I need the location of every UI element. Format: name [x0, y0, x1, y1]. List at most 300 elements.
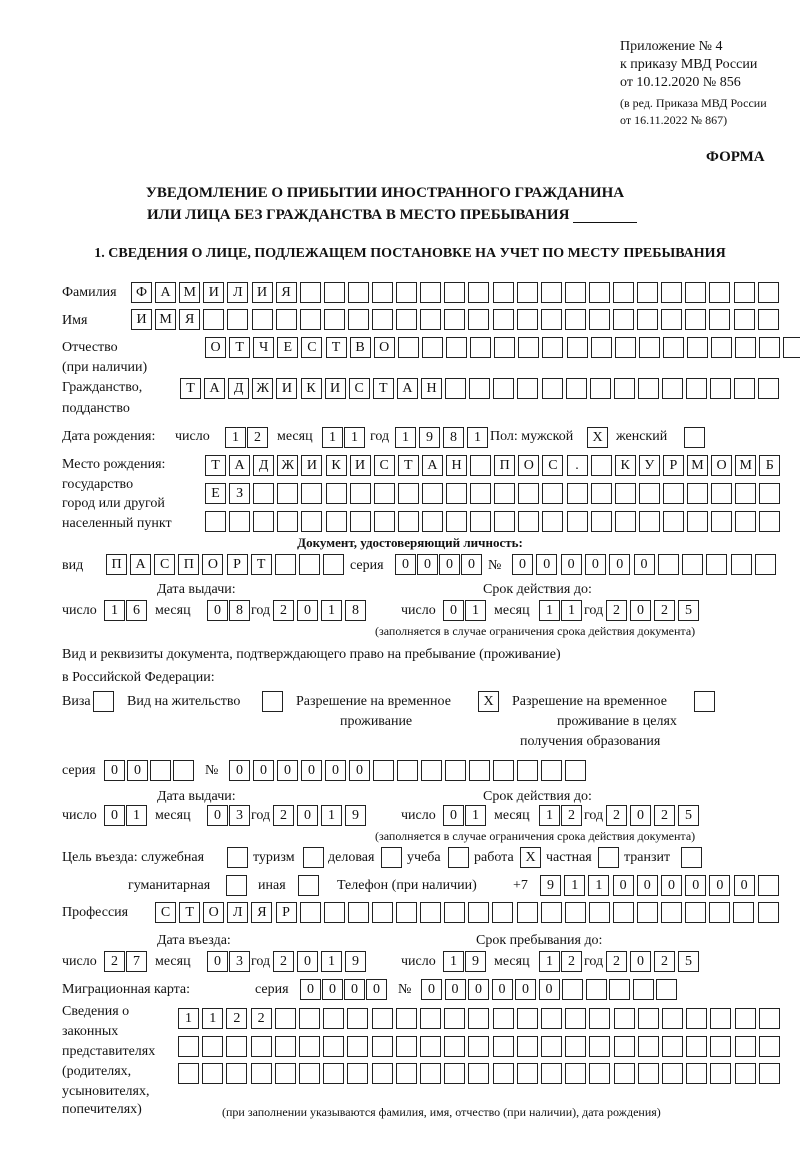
char-cell[interactable]: 1 — [465, 805, 486, 826]
edu-residence-checkbox[interactable] — [694, 691, 715, 712]
char-cell[interactable]: И — [325, 378, 346, 399]
char-cell[interactable] — [323, 1036, 344, 1057]
char-cell[interactable]: 0 — [630, 600, 651, 621]
char-cell[interactable] — [396, 1063, 417, 1084]
char-cell[interactable]: Р — [276, 902, 297, 923]
char-cell[interactable]: М — [687, 455, 708, 476]
char-cell[interactable] — [275, 1008, 296, 1029]
char-cell[interactable]: 1 — [321, 805, 342, 826]
char-cell[interactable]: 2 — [654, 951, 675, 972]
char-cell[interactable]: 2 — [654, 600, 675, 621]
char-cell[interactable]: 1 — [225, 427, 246, 448]
char-cell[interactable]: Т — [251, 554, 272, 575]
char-cell[interactable] — [347, 1036, 368, 1057]
char-cell[interactable]: С — [154, 554, 175, 575]
char-cell[interactable] — [759, 511, 780, 532]
char-cell[interactable]: 0 — [512, 554, 533, 575]
char-cell[interactable]: Н — [421, 378, 442, 399]
char-cell[interactable]: 0 — [613, 875, 634, 896]
char-cell[interactable]: 0 — [630, 951, 651, 972]
char-cell[interactable]: 0 — [325, 760, 346, 781]
char-cell[interactable] — [613, 902, 634, 923]
char-cell[interactable]: 0 — [468, 979, 489, 1000]
char-cell[interactable] — [517, 309, 538, 330]
char-cell[interactable]: П — [494, 455, 515, 476]
char-cell[interactable] — [614, 1036, 635, 1057]
char-cell[interactable]: А — [204, 378, 225, 399]
char-cell[interactable] — [398, 511, 419, 532]
char-cell[interactable]: 0 — [515, 979, 536, 1000]
char-cell[interactable]: 1 — [539, 600, 560, 621]
char-cell[interactable]: Р — [227, 554, 248, 575]
char-cell[interactable] — [350, 483, 371, 504]
char-cell[interactable] — [372, 309, 393, 330]
char-cell[interactable] — [589, 309, 610, 330]
char-cell[interactable] — [639, 337, 660, 358]
char-cell[interactable] — [565, 760, 586, 781]
char-cell[interactable] — [301, 511, 322, 532]
char-cell[interactable]: 0 — [685, 875, 706, 896]
char-cell[interactable] — [733, 902, 754, 923]
purpose-transit-checkbox[interactable] — [681, 847, 702, 868]
char-cell[interactable] — [565, 282, 586, 303]
purpose-private-checkbox[interactable] — [598, 847, 619, 868]
char-cell[interactable] — [758, 378, 779, 399]
char-cell[interactable]: Я — [276, 282, 297, 303]
char-cell[interactable]: 1 — [322, 427, 343, 448]
char-cell[interactable] — [590, 378, 611, 399]
char-cell[interactable]: 2 — [654, 805, 675, 826]
char-cell[interactable] — [663, 511, 684, 532]
char-cell[interactable]: 0 — [661, 875, 682, 896]
char-cell[interactable]: 0 — [630, 805, 651, 826]
char-cell[interactable] — [731, 554, 752, 575]
char-cell[interactable]: К — [326, 455, 347, 476]
char-cell[interactable] — [541, 309, 562, 330]
char-cell[interactable]: Т — [398, 455, 419, 476]
char-cell[interactable]: 0 — [297, 951, 318, 972]
char-cell[interactable]: 0 — [127, 760, 148, 781]
char-cell[interactable] — [470, 455, 491, 476]
char-cell[interactable] — [711, 337, 732, 358]
char-cell[interactable] — [759, 1063, 780, 1084]
char-cell[interactable]: О — [202, 554, 223, 575]
char-cell[interactable] — [420, 1063, 441, 1084]
char-cell[interactable]: 1 — [344, 427, 365, 448]
char-cell[interactable] — [276, 309, 297, 330]
char-cell[interactable] — [253, 511, 274, 532]
char-cell[interactable] — [227, 309, 248, 330]
char-cell[interactable]: 2 — [104, 951, 125, 972]
char-cell[interactable] — [685, 902, 706, 923]
char-cell[interactable] — [639, 483, 660, 504]
char-cell[interactable] — [277, 483, 298, 504]
char-cell[interactable]: Я — [251, 902, 272, 923]
char-cell[interactable] — [541, 1063, 562, 1084]
char-cell[interactable]: 8 — [443, 427, 464, 448]
char-cell[interactable]: 5 — [678, 600, 699, 621]
char-cell[interactable] — [226, 1063, 247, 1084]
char-cell[interactable] — [470, 511, 491, 532]
char-cell[interactable] — [372, 1063, 393, 1084]
char-cell[interactable]: Т — [180, 378, 201, 399]
char-cell[interactable] — [300, 902, 321, 923]
char-cell[interactable] — [614, 1008, 635, 1029]
char-cell[interactable] — [637, 902, 658, 923]
char-cell[interactable] — [565, 1036, 586, 1057]
char-cell[interactable] — [445, 378, 466, 399]
char-cell[interactable] — [542, 483, 563, 504]
char-cell[interactable] — [226, 1036, 247, 1057]
char-cell[interactable]: 1 — [539, 805, 560, 826]
char-cell[interactable] — [663, 337, 684, 358]
char-cell[interactable] — [301, 483, 322, 504]
char-cell[interactable] — [709, 309, 730, 330]
char-cell[interactable] — [373, 760, 394, 781]
char-cell[interactable]: 0 — [322, 979, 343, 1000]
char-cell[interactable]: 1 — [561, 600, 582, 621]
char-cell[interactable] — [469, 760, 490, 781]
char-cell[interactable] — [709, 282, 730, 303]
char-cell[interactable] — [350, 511, 371, 532]
char-cell[interactable]: К — [615, 455, 636, 476]
char-cell[interactable] — [252, 309, 273, 330]
char-cell[interactable] — [565, 1063, 586, 1084]
char-cell[interactable]: А — [130, 554, 151, 575]
char-cell[interactable] — [565, 309, 586, 330]
char-cell[interactable] — [494, 483, 515, 504]
char-cell[interactable] — [591, 455, 612, 476]
char-cell[interactable] — [398, 337, 419, 358]
char-cell[interactable]: О — [374, 337, 395, 358]
char-cell[interactable]: 0 — [443, 600, 464, 621]
char-cell[interactable]: 0 — [253, 760, 274, 781]
char-cell[interactable]: 0 — [443, 805, 464, 826]
char-cell[interactable] — [517, 1036, 538, 1057]
char-cell[interactable] — [758, 282, 779, 303]
char-cell[interactable]: Т — [229, 337, 250, 358]
char-cell[interactable]: У — [639, 455, 660, 476]
char-cell[interactable] — [614, 1063, 635, 1084]
char-cell[interactable]: 5 — [678, 805, 699, 826]
char-cell[interactable] — [468, 309, 489, 330]
char-cell[interactable] — [251, 1063, 272, 1084]
char-cell[interactable] — [422, 511, 443, 532]
char-cell[interactable]: Ф — [131, 282, 152, 303]
char-cell[interactable]: 7 — [126, 951, 147, 972]
char-cell[interactable]: 0 — [561, 554, 582, 575]
char-cell[interactable]: 0 — [207, 951, 228, 972]
char-cell[interactable]: 2 — [606, 951, 627, 972]
char-cell[interactable]: 0 — [585, 554, 606, 575]
char-cell[interactable]: Ж — [277, 455, 298, 476]
char-cell[interactable] — [735, 337, 756, 358]
char-cell[interactable]: Т — [179, 902, 200, 923]
char-cell[interactable] — [662, 1036, 683, 1057]
char-cell[interactable] — [299, 1008, 320, 1029]
char-cell[interactable]: И — [276, 378, 297, 399]
char-cell[interactable] — [638, 1008, 659, 1029]
char-cell[interactable]: Д — [253, 455, 274, 476]
char-cell[interactable] — [735, 1063, 756, 1084]
char-cell[interactable]: 9 — [345, 951, 366, 972]
char-cell[interactable]: М — [179, 282, 200, 303]
char-cell[interactable] — [517, 282, 538, 303]
char-cell[interactable] — [150, 760, 171, 781]
char-cell[interactable] — [202, 1063, 223, 1084]
char-cell[interactable] — [348, 902, 369, 923]
char-cell[interactable] — [633, 979, 654, 1000]
char-cell[interactable]: М — [155, 309, 176, 330]
char-cell[interactable]: З — [229, 483, 250, 504]
char-cell[interactable] — [323, 1063, 344, 1084]
char-cell[interactable] — [396, 1036, 417, 1057]
char-cell[interactable]: П — [106, 554, 127, 575]
char-cell[interactable]: 2 — [251, 1008, 272, 1029]
char-cell[interactable] — [420, 902, 441, 923]
char-cell[interactable] — [517, 378, 538, 399]
char-cell[interactable]: Т — [326, 337, 347, 358]
char-cell[interactable] — [420, 1008, 441, 1029]
char-cell[interactable] — [468, 1008, 489, 1029]
char-cell[interactable] — [542, 337, 563, 358]
char-cell[interactable] — [372, 1036, 393, 1057]
char-cell[interactable]: С — [349, 378, 370, 399]
char-cell[interactable]: 2 — [561, 805, 582, 826]
char-cell[interactable]: 0 — [366, 979, 387, 1000]
char-cell[interactable]: И — [252, 282, 273, 303]
char-cell[interactable]: 2 — [561, 951, 582, 972]
char-cell[interactable] — [682, 554, 703, 575]
char-cell[interactable]: 0 — [421, 979, 442, 1000]
char-cell[interactable] — [275, 554, 296, 575]
char-cell[interactable]: 1 — [321, 600, 342, 621]
char-cell[interactable]: 0 — [207, 600, 228, 621]
char-cell[interactable]: О — [203, 902, 224, 923]
char-cell[interactable] — [493, 378, 514, 399]
char-cell[interactable] — [591, 337, 612, 358]
char-cell[interactable] — [734, 282, 755, 303]
char-cell[interactable] — [299, 554, 320, 575]
char-cell[interactable]: 0 — [344, 979, 365, 1000]
char-cell[interactable] — [591, 511, 612, 532]
char-cell[interactable] — [493, 282, 514, 303]
char-cell[interactable] — [783, 337, 800, 358]
char-cell[interactable]: 5 — [678, 951, 699, 972]
char-cell[interactable] — [759, 337, 780, 358]
char-cell[interactable]: 0 — [439, 554, 460, 575]
char-cell[interactable] — [324, 309, 345, 330]
char-cell[interactable] — [445, 760, 466, 781]
char-cell[interactable]: 2 — [273, 600, 294, 621]
char-cell[interactable] — [661, 902, 682, 923]
char-cell[interactable] — [517, 1063, 538, 1084]
char-cell[interactable]: 1 — [588, 875, 609, 896]
char-cell[interactable]: В — [350, 337, 371, 358]
char-cell[interactable] — [277, 511, 298, 532]
char-cell[interactable] — [589, 282, 610, 303]
char-cell[interactable]: О — [205, 337, 226, 358]
char-cell[interactable] — [202, 1036, 223, 1057]
char-cell[interactable] — [324, 902, 345, 923]
char-cell[interactable] — [469, 378, 490, 399]
char-cell[interactable] — [687, 511, 708, 532]
char-cell[interactable] — [658, 554, 679, 575]
char-cell[interactable] — [613, 282, 634, 303]
char-cell[interactable] — [567, 483, 588, 504]
char-cell[interactable]: 9 — [540, 875, 561, 896]
char-cell[interactable] — [711, 483, 732, 504]
char-cell[interactable] — [589, 1063, 610, 1084]
char-cell[interactable]: 3 — [229, 951, 250, 972]
place-blank[interactable] — [573, 208, 637, 223]
char-cell[interactable] — [662, 1063, 683, 1084]
purpose-official-checkbox[interactable] — [227, 847, 248, 868]
char-cell[interactable]: С — [542, 455, 563, 476]
char-cell[interactable] — [396, 309, 417, 330]
char-cell[interactable] — [638, 1036, 659, 1057]
char-cell[interactable] — [589, 1036, 610, 1057]
char-cell[interactable]: 2 — [273, 951, 294, 972]
char-cell[interactable] — [735, 1008, 756, 1029]
char-cell[interactable] — [205, 511, 226, 532]
char-cell[interactable] — [710, 1063, 731, 1084]
char-cell[interactable] — [229, 511, 250, 532]
char-cell[interactable] — [300, 282, 321, 303]
char-cell[interactable]: 0 — [417, 554, 438, 575]
char-cell[interactable]: Л — [227, 902, 248, 923]
char-cell[interactable] — [323, 1008, 344, 1029]
char-cell[interactable] — [178, 1036, 199, 1057]
char-cell[interactable] — [638, 378, 659, 399]
char-cell[interactable] — [759, 1008, 780, 1029]
char-cell[interactable]: 2 — [226, 1008, 247, 1029]
char-cell[interactable] — [173, 760, 194, 781]
char-cell[interactable]: К — [301, 378, 322, 399]
char-cell[interactable] — [347, 1008, 368, 1029]
char-cell[interactable] — [251, 1036, 272, 1057]
char-cell[interactable] — [706, 554, 727, 575]
char-cell[interactable] — [444, 282, 465, 303]
char-cell[interactable]: 0 — [104, 805, 125, 826]
char-cell[interactable] — [421, 760, 442, 781]
char-cell[interactable] — [637, 282, 658, 303]
char-cell[interactable]: 0 — [277, 760, 298, 781]
char-cell[interactable] — [567, 337, 588, 358]
char-cell[interactable] — [541, 760, 562, 781]
char-cell[interactable] — [444, 902, 465, 923]
char-cell[interactable] — [493, 1063, 514, 1084]
char-cell[interactable] — [710, 1008, 731, 1029]
char-cell[interactable] — [589, 1008, 610, 1029]
char-cell[interactable] — [422, 337, 443, 358]
sex-female-checkbox[interactable] — [684, 427, 705, 448]
char-cell[interactable] — [396, 282, 417, 303]
char-cell[interactable] — [444, 1036, 465, 1057]
char-cell[interactable]: 6 — [126, 600, 147, 621]
char-cell[interactable]: 0 — [461, 554, 482, 575]
char-cell[interactable] — [493, 309, 514, 330]
char-cell[interactable]: 1 — [395, 427, 416, 448]
char-cell[interactable]: 0 — [229, 760, 250, 781]
char-cell[interactable] — [518, 483, 539, 504]
char-cell[interactable] — [661, 309, 682, 330]
char-cell[interactable] — [444, 1063, 465, 1084]
char-cell[interactable]: Ж — [252, 378, 273, 399]
char-cell[interactable] — [324, 282, 345, 303]
char-cell[interactable] — [446, 337, 467, 358]
purpose-humanitarian-checkbox[interactable] — [226, 875, 247, 896]
char-cell[interactable] — [759, 1036, 780, 1057]
char-cell[interactable]: М — [735, 455, 756, 476]
char-cell[interactable] — [420, 309, 441, 330]
char-cell[interactable] — [735, 1036, 756, 1057]
char-cell[interactable] — [687, 337, 708, 358]
char-cell[interactable] — [685, 282, 706, 303]
char-cell[interactable] — [542, 511, 563, 532]
char-cell[interactable] — [710, 378, 731, 399]
char-cell[interactable] — [396, 902, 417, 923]
char-cell[interactable] — [492, 902, 513, 923]
char-cell[interactable]: Ч — [253, 337, 274, 358]
char-cell[interactable] — [687, 483, 708, 504]
char-cell[interactable]: 8 — [229, 600, 250, 621]
char-cell[interactable]: 1 — [443, 951, 464, 972]
char-cell[interactable] — [709, 902, 730, 923]
char-cell[interactable]: О — [711, 455, 732, 476]
char-cell[interactable] — [444, 309, 465, 330]
char-cell[interactable]: 3 — [229, 805, 250, 826]
char-cell[interactable]: Я — [179, 309, 200, 330]
char-cell[interactable]: 0 — [207, 805, 228, 826]
char-cell[interactable] — [663, 483, 684, 504]
char-cell[interactable] — [758, 875, 779, 896]
char-cell[interactable]: 1 — [465, 600, 486, 621]
char-cell[interactable]: 0 — [445, 979, 466, 1000]
char-cell[interactable]: 2 — [247, 427, 268, 448]
char-cell[interactable]: 0 — [539, 979, 560, 1000]
char-cell[interactable] — [275, 1063, 296, 1084]
char-cell[interactable]: С — [374, 455, 395, 476]
char-cell[interactable] — [661, 282, 682, 303]
purpose-work-checkbox[interactable]: X — [520, 847, 541, 868]
char-cell[interactable] — [326, 511, 347, 532]
char-cell[interactable] — [686, 1036, 707, 1057]
char-cell[interactable] — [468, 902, 489, 923]
char-cell[interactable] — [397, 760, 418, 781]
char-cell[interactable] — [755, 554, 776, 575]
char-cell[interactable] — [637, 309, 658, 330]
char-cell[interactable] — [565, 902, 586, 923]
char-cell[interactable]: 0 — [297, 805, 318, 826]
char-cell[interactable]: 1 — [467, 427, 488, 448]
char-cell[interactable] — [566, 378, 587, 399]
char-cell[interactable]: С — [301, 337, 322, 358]
char-cell[interactable] — [638, 1063, 659, 1084]
char-cell[interactable]: А — [229, 455, 250, 476]
char-cell[interactable] — [565, 1008, 586, 1029]
char-cell[interactable]: С — [155, 902, 176, 923]
char-cell[interactable]: О — [518, 455, 539, 476]
char-cell[interactable]: Р — [663, 455, 684, 476]
char-cell[interactable]: И — [203, 282, 224, 303]
char-cell[interactable] — [493, 1008, 514, 1029]
char-cell[interactable]: 8 — [345, 600, 366, 621]
purpose-other-checkbox[interactable] — [298, 875, 319, 896]
char-cell[interactable] — [586, 979, 607, 1000]
char-cell[interactable]: 0 — [300, 979, 321, 1000]
char-cell[interactable] — [326, 483, 347, 504]
